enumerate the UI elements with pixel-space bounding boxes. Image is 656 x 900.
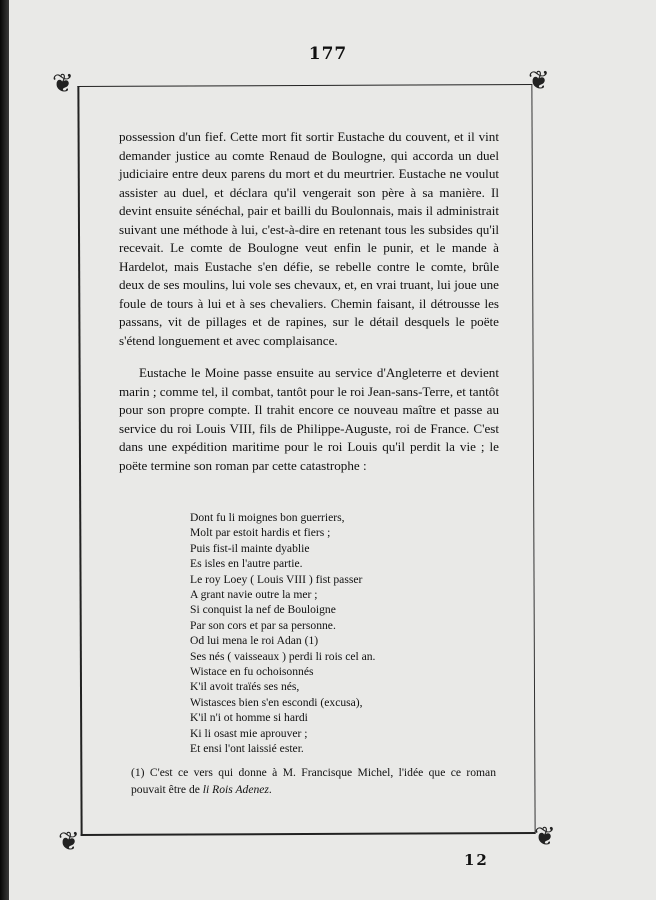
verse-line: Si conquist la nef de Bouloigne — [190, 603, 336, 617]
verse-line: Le roy Loey ( Louis VIII ) fist passer — [190, 572, 363, 586]
verse-line: Par son cors et par sa personne. — [190, 618, 336, 632]
verse-quotation — [190, 510, 490, 757]
paragraph-1: possession d'un fief. Cette mort fit sortir Eustache du couvent, et il vint demander justice au comte Renaud de Boulogne, qui accorda un duel judiciaire entre deux parens du mort et du meurtrier. Eustache ne voulut assister au duel, et déclara qu'il vengerait son père à sa manière. Il devint ensuite sénéchal, pair et bailli du Boulonnais, mais il administrait suivant une méthode à lui, c'est-à-dire en retenant tous les subsides qu'il recevait. Le comte de Boulogne veut enfin le punir, et le mande à Hardelot, mais Eustache s'en défie, se rebelle contre le comte, brûle deux de ses moulins, lui vole ses chevaux, et, en vrai truant, lui joue une foule de tours à lui et à ses chevaliers. Chemin faisant, il détrousse les passans, vit de pillages et de rapines, sur le détail desquels le poëte s'étend longuement et avec complaisance. — [119, 129, 499, 348]
verse-line: A grant navie outre la mer ; — [190, 588, 318, 602]
corner-ornament-bottom-left-icon: ❦ — [58, 827, 80, 857]
main-text — [119, 128, 499, 475]
verse-line: Wistasces bien s'en escondi (excusa), — [190, 695, 363, 709]
footnote — [131, 764, 496, 798]
verse-line: K'il avoit traïés ses nés, — [190, 680, 300, 694]
verse-line: Ses nés ( vaisseaux ) perdi li rois cel an. — [190, 649, 376, 663]
verse-line: Es isles en l'autre partie. — [190, 557, 303, 571]
footnote-text: (1) C'est ce vers qui donne à M. Francisque Michel, l'idée que ce roman pouvait être de — [131, 766, 496, 796]
corner-ornament-top-left-icon: ❦ — [52, 69, 74, 99]
verse-line: Dont fu li moignes bon guerriers, — [190, 511, 345, 524]
footnote-italic-title: li Rois Adenez — [202, 783, 269, 796]
verse-line: Wistace en fu ochoisonnés — [190, 665, 314, 679]
paragraph-2: Eustache le Moine passe ensuite au service d'Angleterre et devient marin ; comme tel, il combat, tantôt pour le roi Jean-sans-Terre, et tantôt pour son propre compte. Il trahit encore ce nouveau maître et passe au service du roi Louis VIII, fils de Philippe-Auguste, roi de France. C'est dans une expédition maritime pour le roi Louis qu'il perdit la vie ; le poëte termine son roman par cette catastrophe : — [119, 365, 499, 473]
verse-line: Od lui mena le roi Adan (1) — [190, 634, 319, 648]
printer-signature-mark: 12 — [464, 851, 489, 869]
verse-line: Et ensi l'ont laissié ester. — [190, 742, 304, 756]
footnote-end: . — [268, 783, 272, 796]
verse-line: Molt par estoit hardis et fiers ; — [190, 526, 331, 540]
verse-line: Ki li osast mie aprouver ; — [190, 726, 308, 740]
verse-line: K'il n'i ot homme si hardi — [190, 711, 308, 725]
corner-ornament-top-right-icon: ❦ — [528, 66, 550, 96]
page-number: 177 — [308, 44, 348, 64]
corner-ornament-bottom-right-icon: ❦ — [534, 822, 556, 852]
scan-edge-shadow — [0, 0, 9, 900]
verse-line: Puis fist-il mainte dyablie — [190, 541, 310, 555]
